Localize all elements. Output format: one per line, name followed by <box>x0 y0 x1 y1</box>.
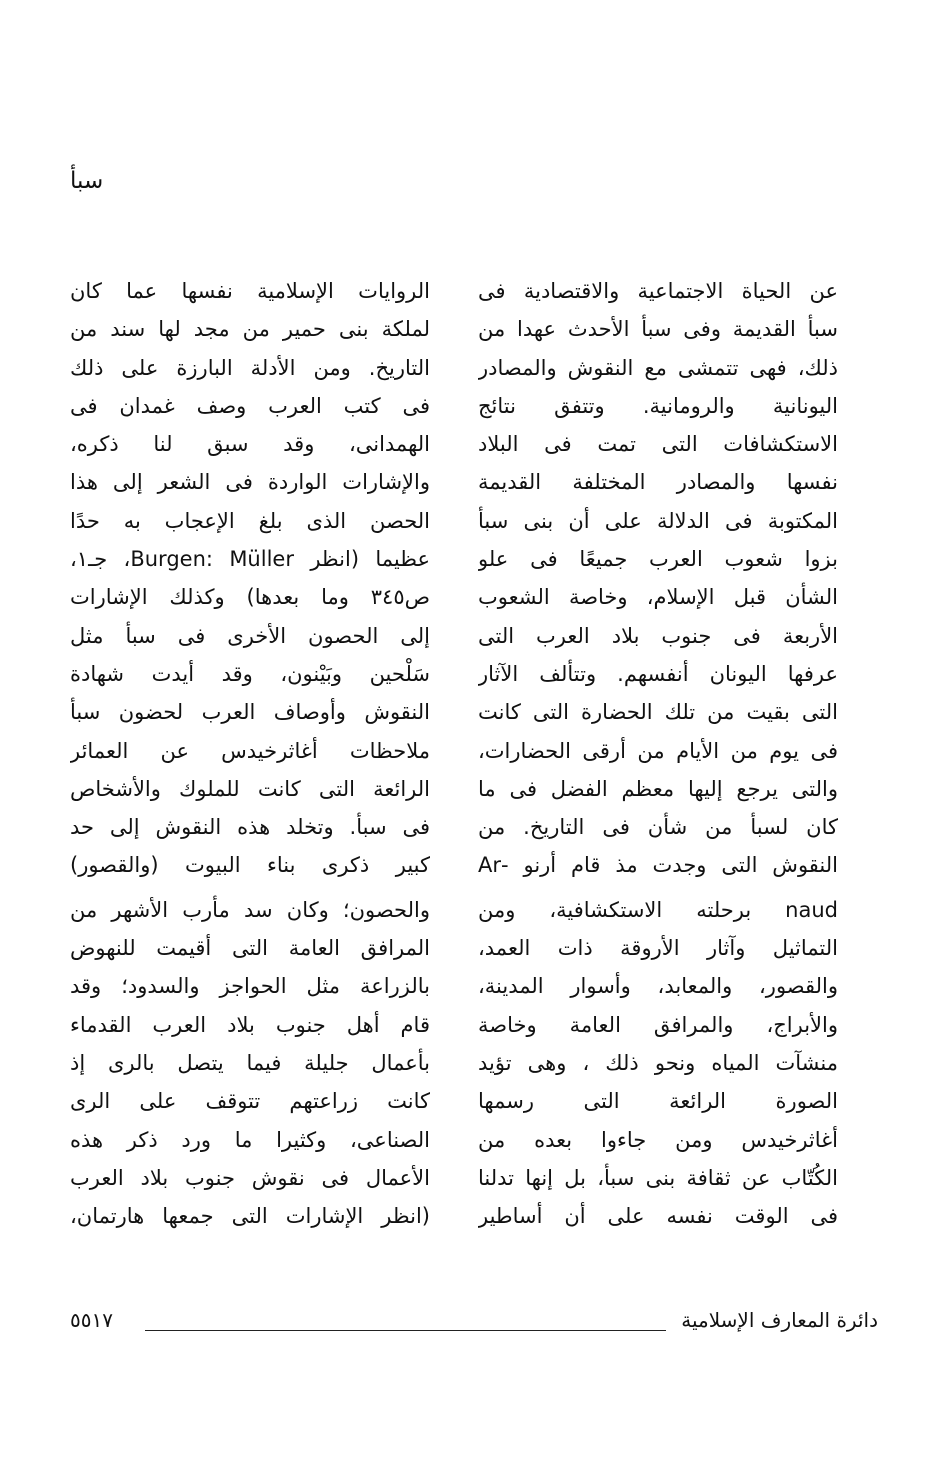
text-line: بالزراعة مثل الحواجز والسدود؛ وقد <box>70 974 430 999</box>
text-line: لملكة بنى حمير من مجد لها سند من <box>70 317 430 342</box>
page-number: ٥٥١٧ <box>70 1308 113 1332</box>
text-line: الصناعى، وكثيرا ما ورد ذكر هذه <box>70 1127 430 1152</box>
running-header: سبأ <box>70 168 104 194</box>
text-line: المكتوبة فى الدلالة على أن بنى سبأ <box>478 508 838 533</box>
text-line: الهمدانى، وقد سبق لنا ذكره، <box>70 432 430 457</box>
text-line: والتى يرجع إليها معظم الفضل فى ما <box>478 776 838 801</box>
text-line: والحصون؛ وكان سد مأرب الأشهر من <box>70 897 430 922</box>
text-line: سَلْحين وبَيْنون، وقد أيدت شهادة <box>70 661 430 686</box>
text-line: والإشارات الواردة فى الشعر إلى هذا <box>70 470 430 495</box>
footer-title: دائرة المعارف الإسلامية <box>681 1308 878 1332</box>
text-line: الكُتّاب عن ثقافة بنى سبأ، بل إنها تدلنا <box>478 1165 838 1190</box>
text-line: naud برحلته الاستكشافية، ومن <box>478 897 838 922</box>
right-text-column <box>478 272 838 1235</box>
text-line: كان لسبأ من شأن فى التاريخ. من <box>478 815 838 840</box>
text-line: التاريخ. ومن الأدلة البارزة على ذلك <box>70 355 430 380</box>
text-line: اليونانية والرومانية. وتتفق نتائج <box>478 393 838 418</box>
text-line: أغاثرخيدس ومن جاءوا بعده من <box>478 1127 838 1152</box>
text-line: إلى الحصون الأخرى فى سبأ مثل <box>70 623 430 648</box>
text-line: النقوش التى وجدت مذ قام أرنو -Ar <box>478 853 838 878</box>
text-line: ص٣٤٥ وما بعدها) وكذلك الإشارات <box>70 585 430 610</box>
page-footer <box>70 1308 878 1338</box>
text-line: كانت زراعتهم تتوقف على الرى <box>70 1089 430 1114</box>
text-line: بأعمال جليلة فيما يتصل بالرى إذ <box>70 1050 430 1075</box>
text-line: عظيما (انظر Burgen: Müller، جـ١، <box>70 547 430 572</box>
text-line: فى كتب العرب وصف غمدان فى <box>70 393 430 418</box>
text-line: ملاحظات أغاثرخيدس عن العمائر <box>70 738 430 763</box>
text-line: فى الوقت نفسه على أن أساطير <box>478 1204 838 1229</box>
text-line: (انظر الإشارات التى جمعها هارتمان، <box>70 1204 430 1229</box>
text-line: الحصن الذى بلغ الإعجاب به حدًا <box>70 508 430 533</box>
text-line: المرافق العامة التى أقيمت للنهوض <box>70 936 430 961</box>
text-line: كبير ذكرى بناء البيوت (والقصور) <box>70 853 430 878</box>
text-line: والقصور، والمعابد، وأسوار المدينة، <box>478 974 838 999</box>
text-line: عن الحياة الاجتماعية والاقتصادية فى <box>478 279 838 303</box>
text-line: الشأن قبل الإسلام، وخاصة الشعوب <box>478 585 838 610</box>
footer-divider <box>145 1330 666 1331</box>
text-line: الروايات الإسلامية نفسها عما كان <box>70 279 430 303</box>
text-line: الرائعة التى كانت للملوك والأشخاص <box>70 776 430 801</box>
text-line: النقوش وأوصاف العرب لحضون سبأ <box>70 700 430 725</box>
text-line: ذلك، فهى تتمشى مع النقوش والمصادر <box>478 355 838 380</box>
text-line: عرفها اليونان أنفسهم. وتتألف الآثار <box>478 661 838 686</box>
text-line: الأعمال فى نقوش جنوب بلاد العرب <box>70 1165 430 1190</box>
text-line: قام أهل جنوب بلاد العرب القدماء <box>70 1012 430 1037</box>
text-line: بزوا شعوب العرب جميعًا فى علو <box>478 547 838 572</box>
text-line: فى يوم من الأيام من أرقى الحضارات، <box>478 738 838 763</box>
text-line: سبأ القديمة وفى سبأ الأحدث عهدا من <box>478 317 838 342</box>
text-line: منشآت المياه ونحو ذلك ، وهى تؤيد <box>478 1050 838 1075</box>
text-line: فى سبأ. وتخلد هذه النقوش إلى حد <box>70 815 430 840</box>
text-line: والأبراج، والمرافق العامة وخاصة <box>478 1012 838 1037</box>
text-line: الصورة الرائعة التى رسمها <box>478 1089 838 1114</box>
text-line: الأربعة فى جنوب بلاد العرب التى <box>478 623 838 648</box>
text-line: الاستكشافات التى تمت فى البلاد <box>478 432 838 457</box>
text-line: نفسها والمصادر المختلفة القديمة <box>478 470 838 495</box>
text-line: التماثيل وآثار الأروقة ذات العمد، <box>478 936 838 961</box>
left-text-column <box>70 272 430 1235</box>
text-line: التى بقيت من تلك الحضارة التى كانت <box>478 700 838 725</box>
